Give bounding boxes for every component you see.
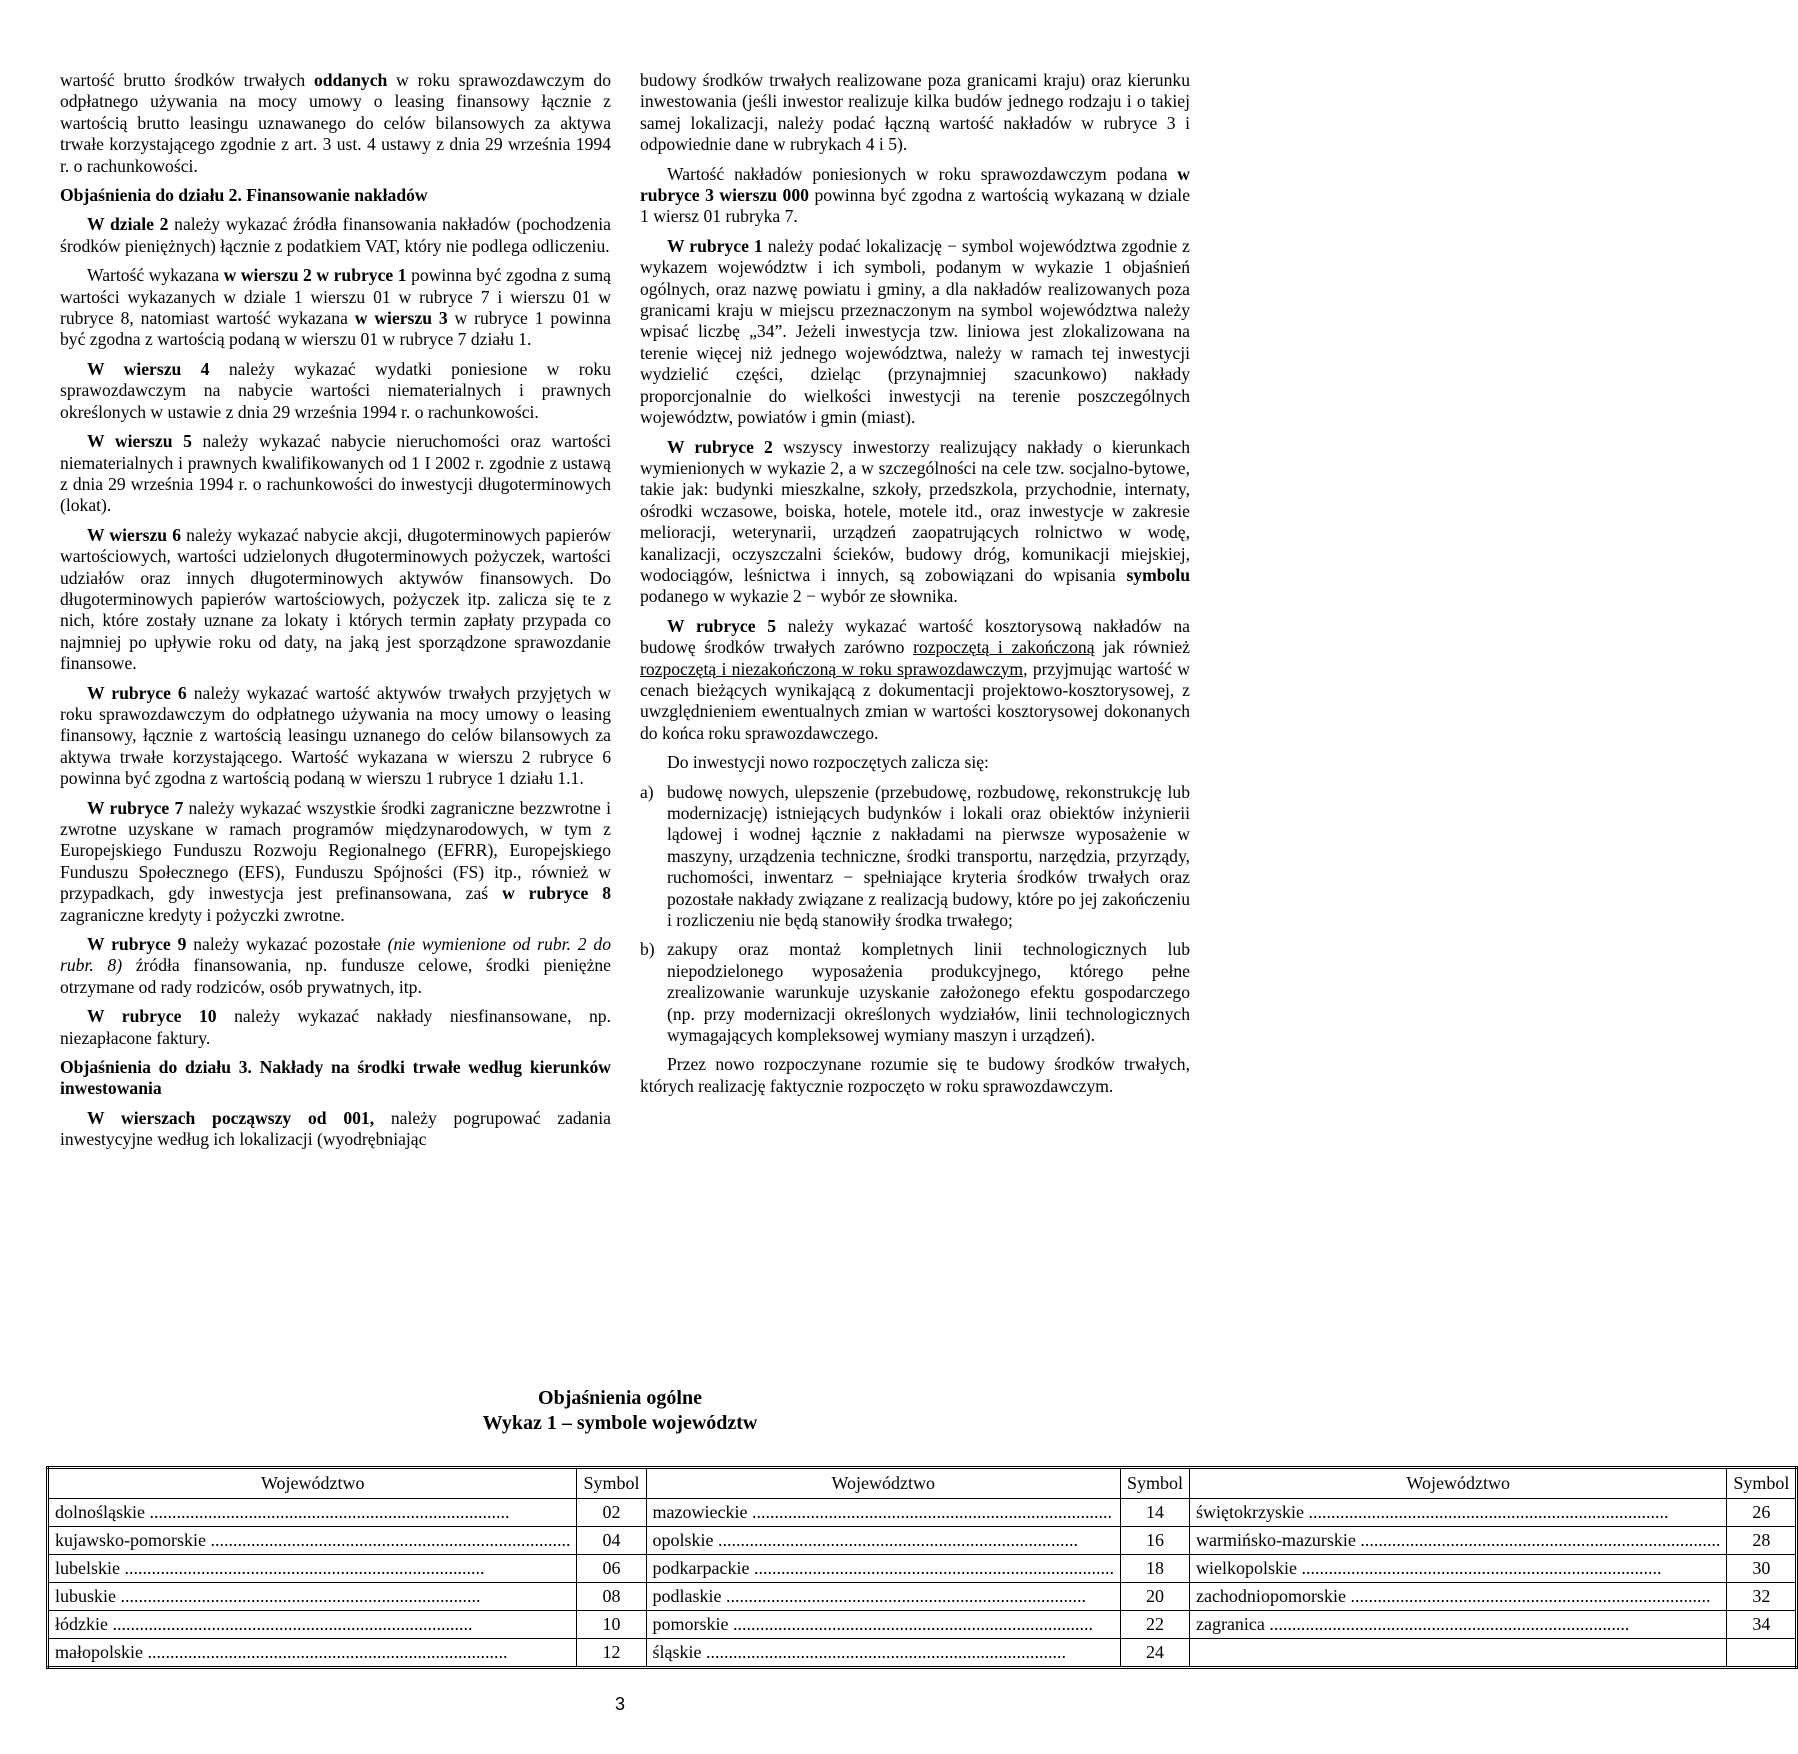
voivodeship-symbol-cell: 04: [577, 1527, 646, 1555]
voivodeship-name: dolnośląskie .....: [55, 1502, 510, 1522]
table-row: [48, 1555, 1797, 1583]
list-item: [640, 782, 1190, 932]
general-notes-heading: [0, 1386, 1240, 1436]
left-column: [60, 70, 611, 1159]
column-header-name: Województwo: [1189, 1468, 1726, 1499]
column-header-symbol: Symbol: [1120, 1468, 1189, 1499]
voivodeship-symbol-cell: 22: [1120, 1611, 1189, 1639]
paragraph: Wartość wykazana w wierszu 2 w rubryce 1 powinna być zgodna z sumą wartości wykazanych w dziale 1 wierszu 01 w rubryce 7 i wierszu 01 w rubryce 8, natomiast wartość wykazana w wierszu 3 w rubryce 1 powinna być zgodna z wartością podaną w wierszu 01 w rubryce 7 działu 1.: [60, 265, 611, 350]
voivodeship-name-cell: [1189, 1583, 1726, 1611]
voivodeship-symbol-cell: 32: [1727, 1583, 1797, 1611]
voivodeship-symbol-cell: 16: [1120, 1527, 1189, 1555]
voivodeship-name-cell: [1189, 1527, 1726, 1555]
paragraph: W dziale 2 należy wykazać źródła finansowania nakładów (pochodzenia środków pieniężnych) łącznie z podatkiem VAT, który nie podlega odliczeniu.: [60, 214, 611, 256]
list-item-text: zakupy oraz montaż kompletnych linii technologicznych lub niepodzielonego wyposażenia produkcyjnego, którego pełne zrealizowanie warunkuje uzyskanie założonego efektu gospodarczego (np. przy modernizacji określonych wydziałów, linii technologicznych wymagających kompleksowej wymiany maszyn i urządzeń).: [667, 939, 1190, 1046]
general-title: Objaśnienia ogólne: [538, 1387, 702, 1409]
table-row: [48, 1499, 1797, 1527]
list-item-text: budowę nowych, ulepszenie (przebudowę, rozbudowę, rekonstrukcję lub modernizację) istniejących budynków i lokali oraz obiektów inżynierii lądowej i wodnej łącznie z nakładami na pierwsze wyposażenie w maszyny, urządzenia techniczne, środki transportu, narzędzia, przyrządy, ruchomości, inwentarz − spełniające kryteria środków trwałych oraz pozostałe nakłady związane z realizacją budowy, które po jej zakończeniu i rozliczeniu nie będą stanowiły środka trwałego;: [667, 781, 1190, 931]
column-header-symbol: Symbol: [1727, 1468, 1797, 1499]
voivodeship-name-cell: [48, 1639, 577, 1668]
voivodeship-name: pomorskie .....: [653, 1614, 1094, 1634]
voivodeship-symbol-cell: 30: [1727, 1555, 1797, 1583]
paragraph: Do inwestycji nowo rozpoczętych zalicza się:: [667, 752, 989, 773]
voivodeship-name: lubelskie .....: [55, 1558, 485, 1578]
right-column: [640, 70, 1190, 1105]
voivodeship-name-cell: [48, 1611, 577, 1639]
voivodeship-name: kujawsko-pomorskie .....: [55, 1530, 570, 1550]
voivodeship-name-cell: [646, 1639, 1120, 1668]
table-body: [48, 1499, 1797, 1668]
voivodeship-symbol-cell: 24: [1120, 1639, 1189, 1668]
voivodeship-name-cell: [48, 1555, 577, 1583]
voivodeship-name: małopolskie .....: [55, 1642, 508, 1662]
voivodeship-symbol-cell: 26: [1727, 1499, 1797, 1527]
voivodeship-name-cell: [646, 1583, 1120, 1611]
voivodeship-name-cell: [1189, 1639, 1726, 1668]
voivodeship-name: opolskie .....: [653, 1530, 1079, 1550]
paragraph: W rubryce 6 należy wykazać wartość aktywów trwałych przyjętych w roku sprawozdawczym do odpłatnego używania na mocy umowy o leasing finansowy, łącznie z wartością leasingu uznanego do celów bilansowych za aktywa trwałe korzystającego. Wartość wykazana w wierszu 2 rubryce 6 powinna być zgodna z wartością podaną w wierszu 1 rubryce 1 działu 1.1.: [60, 682, 611, 789]
voivodeship-name-cell: [48, 1583, 577, 1611]
voivodeship-name-cell: [48, 1499, 577, 1527]
voivodeship-name: mazowieckie .....: [653, 1502, 1112, 1522]
column-header-symbol: Symbol: [577, 1468, 646, 1499]
voivodeship-name-cell: [1189, 1611, 1726, 1639]
paragraph: W rubryce 2 wszyscy inwestorzy realizujący nakłady o kierunkach wymienionych w wykazie 2, a w szczególności na cele tzw. socjalno-bytowe, takie jak: budynki mieszkalne, szkoły, przedszkola, przychodnie, internaty, ośrodki wczasowe, boiska, hotele, motele itd., oraz inwestycje w zakresie melioracji, weterynarii, urządzeń zaopatrujących rolnictwo w wodę, kanalizacji, oczyszczalni ścieków, budowy dróg, komunikacji miejskiej, wodociągów, leśnictwa i innych, są zobowiązani do wpisania symbolu podanego w wykazie 2 − wybór ze słownika.: [640, 436, 1190, 607]
paragraph: W rubryce 1 należy podać lokalizację − symbol województwa zgodnie z wykazem województw i ich symboli, podanym w wykazie 1 objaśnień ogólnych, oraz nazwę powiatu i gminy, a dla nakładów realizowanych poza granicami kraju w miejscu przeznaczonym na symbol województwa należy wpisać liczbę „34”. Jeżeli inwestycja tzw. liniowa jest zlokalizowana na terenie więcej niż jednego województwa, należy w ramach tej inwestycji wydzielić części, dzieląc (przynajmniej szacunkowo) nakłady proporcjonalnie do wielkości inwestycji na terenie poszczególnych województw, powiatów i gmin (miast).: [640, 235, 1190, 428]
paragraph: Przez nowo rozpoczynane rozumie się te budowy środków trwałych, których realizację faktycznie rozpoczęto w roku sprawozdawczym.: [640, 1054, 1190, 1096]
voivodeship-name: wielkopolskie .....: [1196, 1558, 1662, 1578]
voivodeship-symbol-cell: 20: [1120, 1583, 1189, 1611]
voivodeship-symbol-cell: 10: [577, 1611, 646, 1639]
voivodeship-symbol-cell: 08: [577, 1583, 646, 1611]
voivodeship-name: warmińsko-mazurskie .....: [1196, 1530, 1720, 1550]
paragraph: W wierszu 6 należy wykazać nabycie akcji, długoterminowych papierów wartościowych, wartości udzielonych długoterminowych pożyczek, wartości udziałów oraz innych długoterminowych aktywów finansowych. Do długoterminowych papierów wartościowych, pożyczek itp. zalicza się te z nich, które zostały uznane za lokaty i których termin zapłaty przypada co najmniej po upływie roku od daty, na jaką jest sporządzone sprawozdanie finansowe.: [60, 524, 611, 674]
section-heading-dzial-2: Objaśnienia do działu 2. Finansowanie nakładów: [60, 185, 428, 206]
voivodeship-symbol-cell: 06: [577, 1555, 646, 1583]
voivodeship-name-cell: [1189, 1555, 1726, 1583]
voivodeship-symbol-cell: 18: [1120, 1555, 1189, 1583]
voivodeship-name: podkarpackie .....: [653, 1558, 1114, 1578]
list-marker: a): [640, 781, 654, 802]
voivodeship-symbols-table: [46, 1466, 1798, 1669]
voivodeship-name-cell: [646, 1611, 1120, 1639]
paragraph: Wartość nakładów poniesionych w roku sprawozdawczym podana w rubryce 3 wierszu 000 powinna być zgodna z wartością wykazaną w dziale 1 wiersz 01 rubryka 7.: [640, 163, 1191, 227]
voivodeship-name: śląskie .....: [653, 1642, 1067, 1662]
list-marker: b): [640, 939, 655, 960]
table-row: [48, 1639, 1797, 1668]
voivodeship-name-cell: [1189, 1499, 1726, 1527]
paragraph: W rubryce 9 należy wykazać pozostałe (nie wymienione od rubr. 2 do rubr. 8) źródła finansowania, np. fundusze celowe, środki pieniężne otrzymane od rady rodziców, osób prywatnych, itp.: [60, 934, 611, 997]
voivodeship-name: podlaskie .....: [653, 1586, 1087, 1606]
voivodeship-name-cell: [646, 1499, 1120, 1527]
column-header-name: Województwo: [48, 1468, 577, 1499]
paragraph: W wierszach począwszy od 001, należy pogrupować zadania inwestycyjne według ich lokalizacji (wyodrębniając: [60, 1107, 611, 1150]
voivodeship-symbol-cell: [1727, 1639, 1797, 1668]
section-heading-dzial-3: Objaśnienia do działu 3. Nakłady na środki trwałe według kierunków inwestowania: [60, 1057, 611, 1099]
voivodeship-symbol-cell: 14: [1120, 1499, 1189, 1527]
paragraph: wartość brutto środków trwałych oddanych w roku sprawozdawczym do odpłatnego używania na mocy umowy o leasing finansowy łącznie z wartością brutto leasingu uznawanego do celów bilansowych za aktywa trwałe korzystającego zgodnie z art. 3 ust. 4 ustawy z dnia 29 września 1994 r. o rachunkowości.: [60, 70, 611, 176]
list-item: [640, 939, 1190, 1046]
investment-list: [640, 782, 1190, 1047]
voivodeship-symbol-cell: 12: [577, 1639, 646, 1668]
voivodeship-name: zagranica .....: [1196, 1614, 1629, 1634]
table-header-row: [48, 1468, 1797, 1499]
paragraph: W wierszu 4 należy wykazać wydatki poniesione w roku sprawozdawczym na nabycie wartości niematerialnych i prawnych określonych w ustawie z dnia 29 września 1994 r. o rachunkowości.: [60, 358, 611, 422]
page-number: 3: [614, 1694, 625, 1714]
table-row: [48, 1611, 1797, 1639]
column-header-name: Województwo: [646, 1468, 1120, 1499]
general-subtitle: Wykaz 1 – symbole województw: [482, 1412, 758, 1434]
voivodeship-name-cell: [646, 1527, 1120, 1555]
paragraph: W rubryce 7 należy wykazać wszystkie środki zagraniczne bezzwrotne i zwrotne uzyskane w ramach programów międzynarodowych, w tym z Europejskiego Funduszu Rozwoju Regionalnego (EFRR), Europejskiego Funduszu Społecznego (EFS), Funduszu Spójności (FS) itp., również w przypadkach, gdy inwestycja jest prefinansowana, zaś w rubryce 8 zagraniczne kredyty i pożyczki zwrotne.: [60, 797, 611, 925]
voivodeship-name-cell: [646, 1555, 1120, 1583]
voivodeship-name: łódzkie .....: [55, 1614, 472, 1634]
voivodeship-name: zachodniopomorskie .....: [1196, 1586, 1710, 1606]
voivodeship-name-cell: [48, 1527, 577, 1555]
paragraph: budowy środków trwałych realizowane poza granicami kraju) oraz kierunku inwestowania (jeśli inwestor realizuje kilka budów jednego rodzaju i o takiej samej lokalizacji, należy podać łączną wartość nakładów w rubryce 3 i odpowiednie dane w rubrykach 4 i 5).: [640, 70, 1190, 155]
paragraph: W rubryce 5 należy wykazać wartość kosztorysową nakładów na budowę środków trwałych zarówno rozpoczętą i zakończoną jak również rozpoczętą i niezakończoną w roku sprawozdawczym, przyjmując wartość w cenach bieżących wynikającą z dokumentacji projektowo-kosztorysowej, z uwzględnieniem ewentualnych zmian w wartości kosztorysowej dokonanych do końca roku sprawozdawczego.: [640, 615, 1191, 743]
voivodeship-symbol-cell: 34: [1727, 1611, 1797, 1639]
table-row: [48, 1527, 1797, 1555]
voivodeship-symbol-cell: 02: [577, 1499, 646, 1527]
table-row: [48, 1583, 1797, 1611]
paragraph: W wierszu 5 należy wykazać nabycie nieruchomości oraz wartości niematerialnych i prawnych kwalifikowanych od 1 I 2002 r. zgodnie z ustawą z dnia 29 września 1994 r. o rachunkowości do inwestycji długoterminowych (lokat).: [60, 431, 611, 516]
paragraph: W rubryce 10 należy wykazać nakłady niesfinansowane, np. niezapłacone faktury.: [60, 1006, 611, 1048]
voivodeship-name: świętokrzyskie .....: [1196, 1502, 1668, 1522]
voivodeship-symbol-cell: 28: [1727, 1527, 1797, 1555]
voivodeship-name: lubuskie .....: [55, 1586, 481, 1606]
